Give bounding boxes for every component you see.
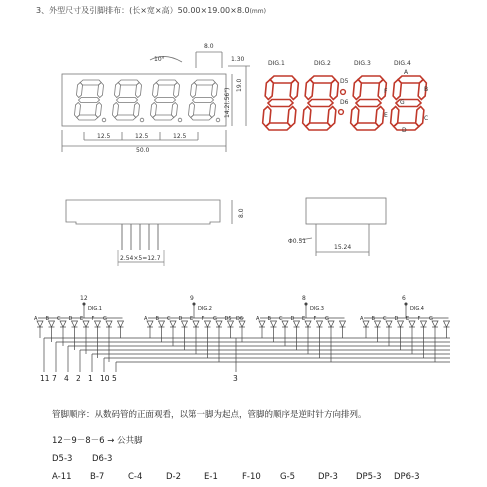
segment-letter: B <box>45 316 49 322</box>
dp-note-2: D6-3 <box>92 454 113 464</box>
pin-map-entry: G-5 <box>280 472 296 482</box>
red-segment <box>391 107 399 127</box>
diode-symbol <box>95 321 101 327</box>
pin-map-entry: DP-3 <box>318 472 338 482</box>
pin-map-entry: A-11 <box>52 472 72 482</box>
grey-segment <box>174 83 180 98</box>
dig-label-1: DIG.1 <box>268 60 285 67</box>
bottom-pin-label: 1 <box>88 374 93 383</box>
segment-letter: E <box>302 316 306 322</box>
segment-letter: B <box>371 316 375 322</box>
common-pins-note: 12－9－8－6 → 公共脚 <box>52 436 143 446</box>
pin-pitch-label: 2.54×5=12.7 <box>120 255 161 262</box>
common-pin-6: 6 <box>402 295 406 302</box>
bottom-pin-label: 2 <box>76 374 81 383</box>
diode-symbol <box>375 321 381 327</box>
red-segment <box>330 80 338 100</box>
grey-segment <box>80 80 101 85</box>
diode-symbol <box>409 321 415 327</box>
segment-letter: D <box>68 316 73 322</box>
dim-height-label: 19.0 <box>236 78 243 92</box>
segment-letter: F <box>417 316 421 322</box>
diode-symbol <box>317 321 323 327</box>
colon-dot-upper <box>341 90 346 95</box>
diode-symbol <box>37 321 43 327</box>
grey-segment <box>118 80 139 85</box>
segment-letter: F <box>313 316 317 322</box>
pin-diameter-label: Φ0.51 <box>288 238 307 245</box>
segment-letter: D <box>178 316 183 322</box>
diode-symbol <box>294 321 300 327</box>
grey-segment <box>172 103 178 118</box>
grey-segment <box>96 103 102 118</box>
pin-3-label: 3 <box>233 374 238 383</box>
segment-letter: B <box>155 316 159 322</box>
length-label: 50.0 <box>136 147 150 154</box>
grey-segment <box>210 103 216 118</box>
grey-segment <box>134 103 140 118</box>
grey-segment <box>191 115 212 120</box>
diode-symbol <box>271 321 277 327</box>
dp-note-1: D5-3 <box>52 454 73 464</box>
common-node <box>405 303 407 305</box>
title-text: 3、外型尺寸及引脚排布：(长×宽×高）50.00×19.00×8.0 <box>36 6 250 15</box>
sch-dig-label-3: DIG.3 <box>310 306 324 312</box>
segment-letter: D5 <box>224 316 232 322</box>
dp-label-d5: D5 <box>340 78 349 85</box>
segment-letter: A <box>360 316 364 322</box>
angle-label: 10° <box>154 56 165 63</box>
dig-label-2: DIG.2 <box>314 60 331 67</box>
grey-segment <box>156 80 177 85</box>
bottom-pin-label: 7 <box>52 374 57 383</box>
pitch-label: 12.5 <box>173 133 187 140</box>
pin-order-note: 管脚顺序：从数码管的正面观看，以第一脚为起点，管脚的顺序是逆时针方向排列。 <box>52 410 367 420</box>
segment-letter: G <box>103 316 107 322</box>
bottom-pin-label: 4 <box>64 374 69 383</box>
dig-label-3: DIG.3 <box>354 60 371 67</box>
grey-segment <box>115 83 121 98</box>
red-segment <box>356 100 381 107</box>
red-segment <box>308 100 333 107</box>
unit-text: (mm) <box>249 8 266 15</box>
row-spacing-label: 15.24 <box>334 244 352 251</box>
grey-dp <box>140 118 144 122</box>
grey-segment <box>191 83 197 98</box>
diode-symbol <box>72 321 78 327</box>
red-segment <box>305 80 313 100</box>
segment-letter: F <box>91 316 95 322</box>
segment-letter: E <box>406 316 410 322</box>
seg-label-d: D <box>402 127 407 134</box>
segment-letter: G <box>325 316 329 322</box>
grey-dp <box>178 118 182 122</box>
digit-height-label: 14.2(.56") <box>224 87 231 118</box>
colon-dot-lower <box>339 110 344 115</box>
segment-letter: E <box>190 316 194 322</box>
red-segment <box>268 100 293 107</box>
diode-symbol <box>49 321 55 327</box>
red-segment <box>393 80 401 100</box>
segment-letter: D <box>290 316 295 322</box>
pin-map-entry: B-7 <box>90 472 105 482</box>
segment-letter: G <box>213 316 217 322</box>
segment-letter: E <box>80 316 84 322</box>
grey-segment <box>189 103 195 118</box>
seg-label-g: G <box>400 99 405 106</box>
common-node <box>193 303 195 305</box>
diode-symbol <box>193 321 199 327</box>
common-pin-9: 9 <box>190 295 194 302</box>
pin-map-entry: DP5-3 <box>356 472 382 482</box>
pin-map-entry: C-4 <box>128 472 143 482</box>
dig-label-4: DIG.4 <box>394 60 411 67</box>
common-pin-8: 8 <box>302 295 306 302</box>
dp-label-d6: D6 <box>340 99 349 106</box>
diode-symbol <box>83 321 89 327</box>
grey-segment <box>75 103 81 118</box>
diode-symbol <box>259 321 265 327</box>
grey-segment <box>77 115 98 120</box>
grey-segment <box>136 83 142 98</box>
grey-segment <box>115 115 136 120</box>
sch-dig-label-1: DIG.1 <box>88 306 102 312</box>
diode-symbol <box>398 321 404 327</box>
red-segment <box>263 107 271 127</box>
grey-segment <box>153 83 159 98</box>
pin-map-entry: D-2 <box>166 472 182 482</box>
grey-digits <box>75 80 220 122</box>
red-segment <box>351 107 359 127</box>
front-body <box>62 74 226 126</box>
red-segment <box>290 80 298 100</box>
end-body <box>306 198 386 224</box>
red-segment <box>353 80 361 100</box>
common-node <box>305 303 307 305</box>
diode-symbol <box>147 321 153 327</box>
diode-symbol <box>363 321 369 327</box>
diode-symbol <box>340 321 346 327</box>
sch-dig-label-2: DIG.2 <box>198 306 212 312</box>
segment-letter: A <box>256 316 260 322</box>
segment-letter: C <box>279 316 283 322</box>
grey-segment <box>151 103 157 118</box>
grey-segment <box>194 80 215 85</box>
segment-letter: F <box>201 316 205 322</box>
diode-symbol <box>118 321 124 327</box>
diode-symbol <box>182 321 188 327</box>
common-node <box>83 303 85 305</box>
segment-letter: C <box>167 316 171 322</box>
side-body <box>66 200 220 224</box>
seg-label-a: A <box>404 69 409 76</box>
diode-symbol <box>305 321 311 327</box>
seg-label-e: E <box>384 112 388 119</box>
segment-letter: C <box>383 316 387 322</box>
segment-letter: A <box>144 316 148 322</box>
grey-segment <box>113 103 119 118</box>
red-segment <box>265 80 273 100</box>
grey-segment <box>117 98 138 103</box>
segment-letter: G <box>429 316 433 322</box>
grey-segment <box>77 83 83 98</box>
dim-top-label: 8.0 <box>204 43 214 50</box>
bottom-pin-label: 10 <box>100 374 110 383</box>
diode-symbol <box>205 321 211 327</box>
pitch-label: 12.5 <box>135 133 149 140</box>
diode-symbol <box>421 321 427 327</box>
segment-letter: B <box>267 316 271 322</box>
seg-label-f: F <box>384 88 388 95</box>
grey-dp <box>102 118 106 122</box>
pin-map-entry: DP6-3 <box>394 472 420 482</box>
front-view <box>62 52 250 152</box>
bottom-pin-label: 5 <box>112 374 117 383</box>
dim-right-small-label: 1.30 <box>231 56 245 63</box>
grey-segment <box>212 83 218 98</box>
seg-label-b: B <box>424 86 429 93</box>
grey-segment <box>98 83 104 98</box>
seg-label-c: C <box>424 115 429 122</box>
grey-segment <box>153 115 174 120</box>
sch-dig-label-4: DIG.4 <box>410 306 424 312</box>
diode-symbol <box>444 321 450 327</box>
grey-segment <box>155 98 176 103</box>
grey-dp <box>216 118 220 122</box>
segment-letter: D6 <box>236 316 244 322</box>
segment-letter: A <box>34 316 38 322</box>
pitch-label: 12.5 <box>97 133 111 140</box>
pin-map-entry: E-1 <box>204 472 218 482</box>
pin-map-entry: F-10 <box>242 472 261 482</box>
grey-segment <box>193 98 214 103</box>
side-height-label: 8.0 <box>238 208 245 218</box>
segment-letter: C <box>57 316 61 322</box>
segment-letter: D <box>394 316 399 322</box>
red-segment <box>303 107 311 127</box>
common-pin-12: 12 <box>80 295 88 302</box>
diode-symbol <box>159 321 165 327</box>
circuit-schematic <box>37 303 450 372</box>
bottom-pin-label: 11 <box>40 374 50 383</box>
grey-segment <box>79 98 100 103</box>
